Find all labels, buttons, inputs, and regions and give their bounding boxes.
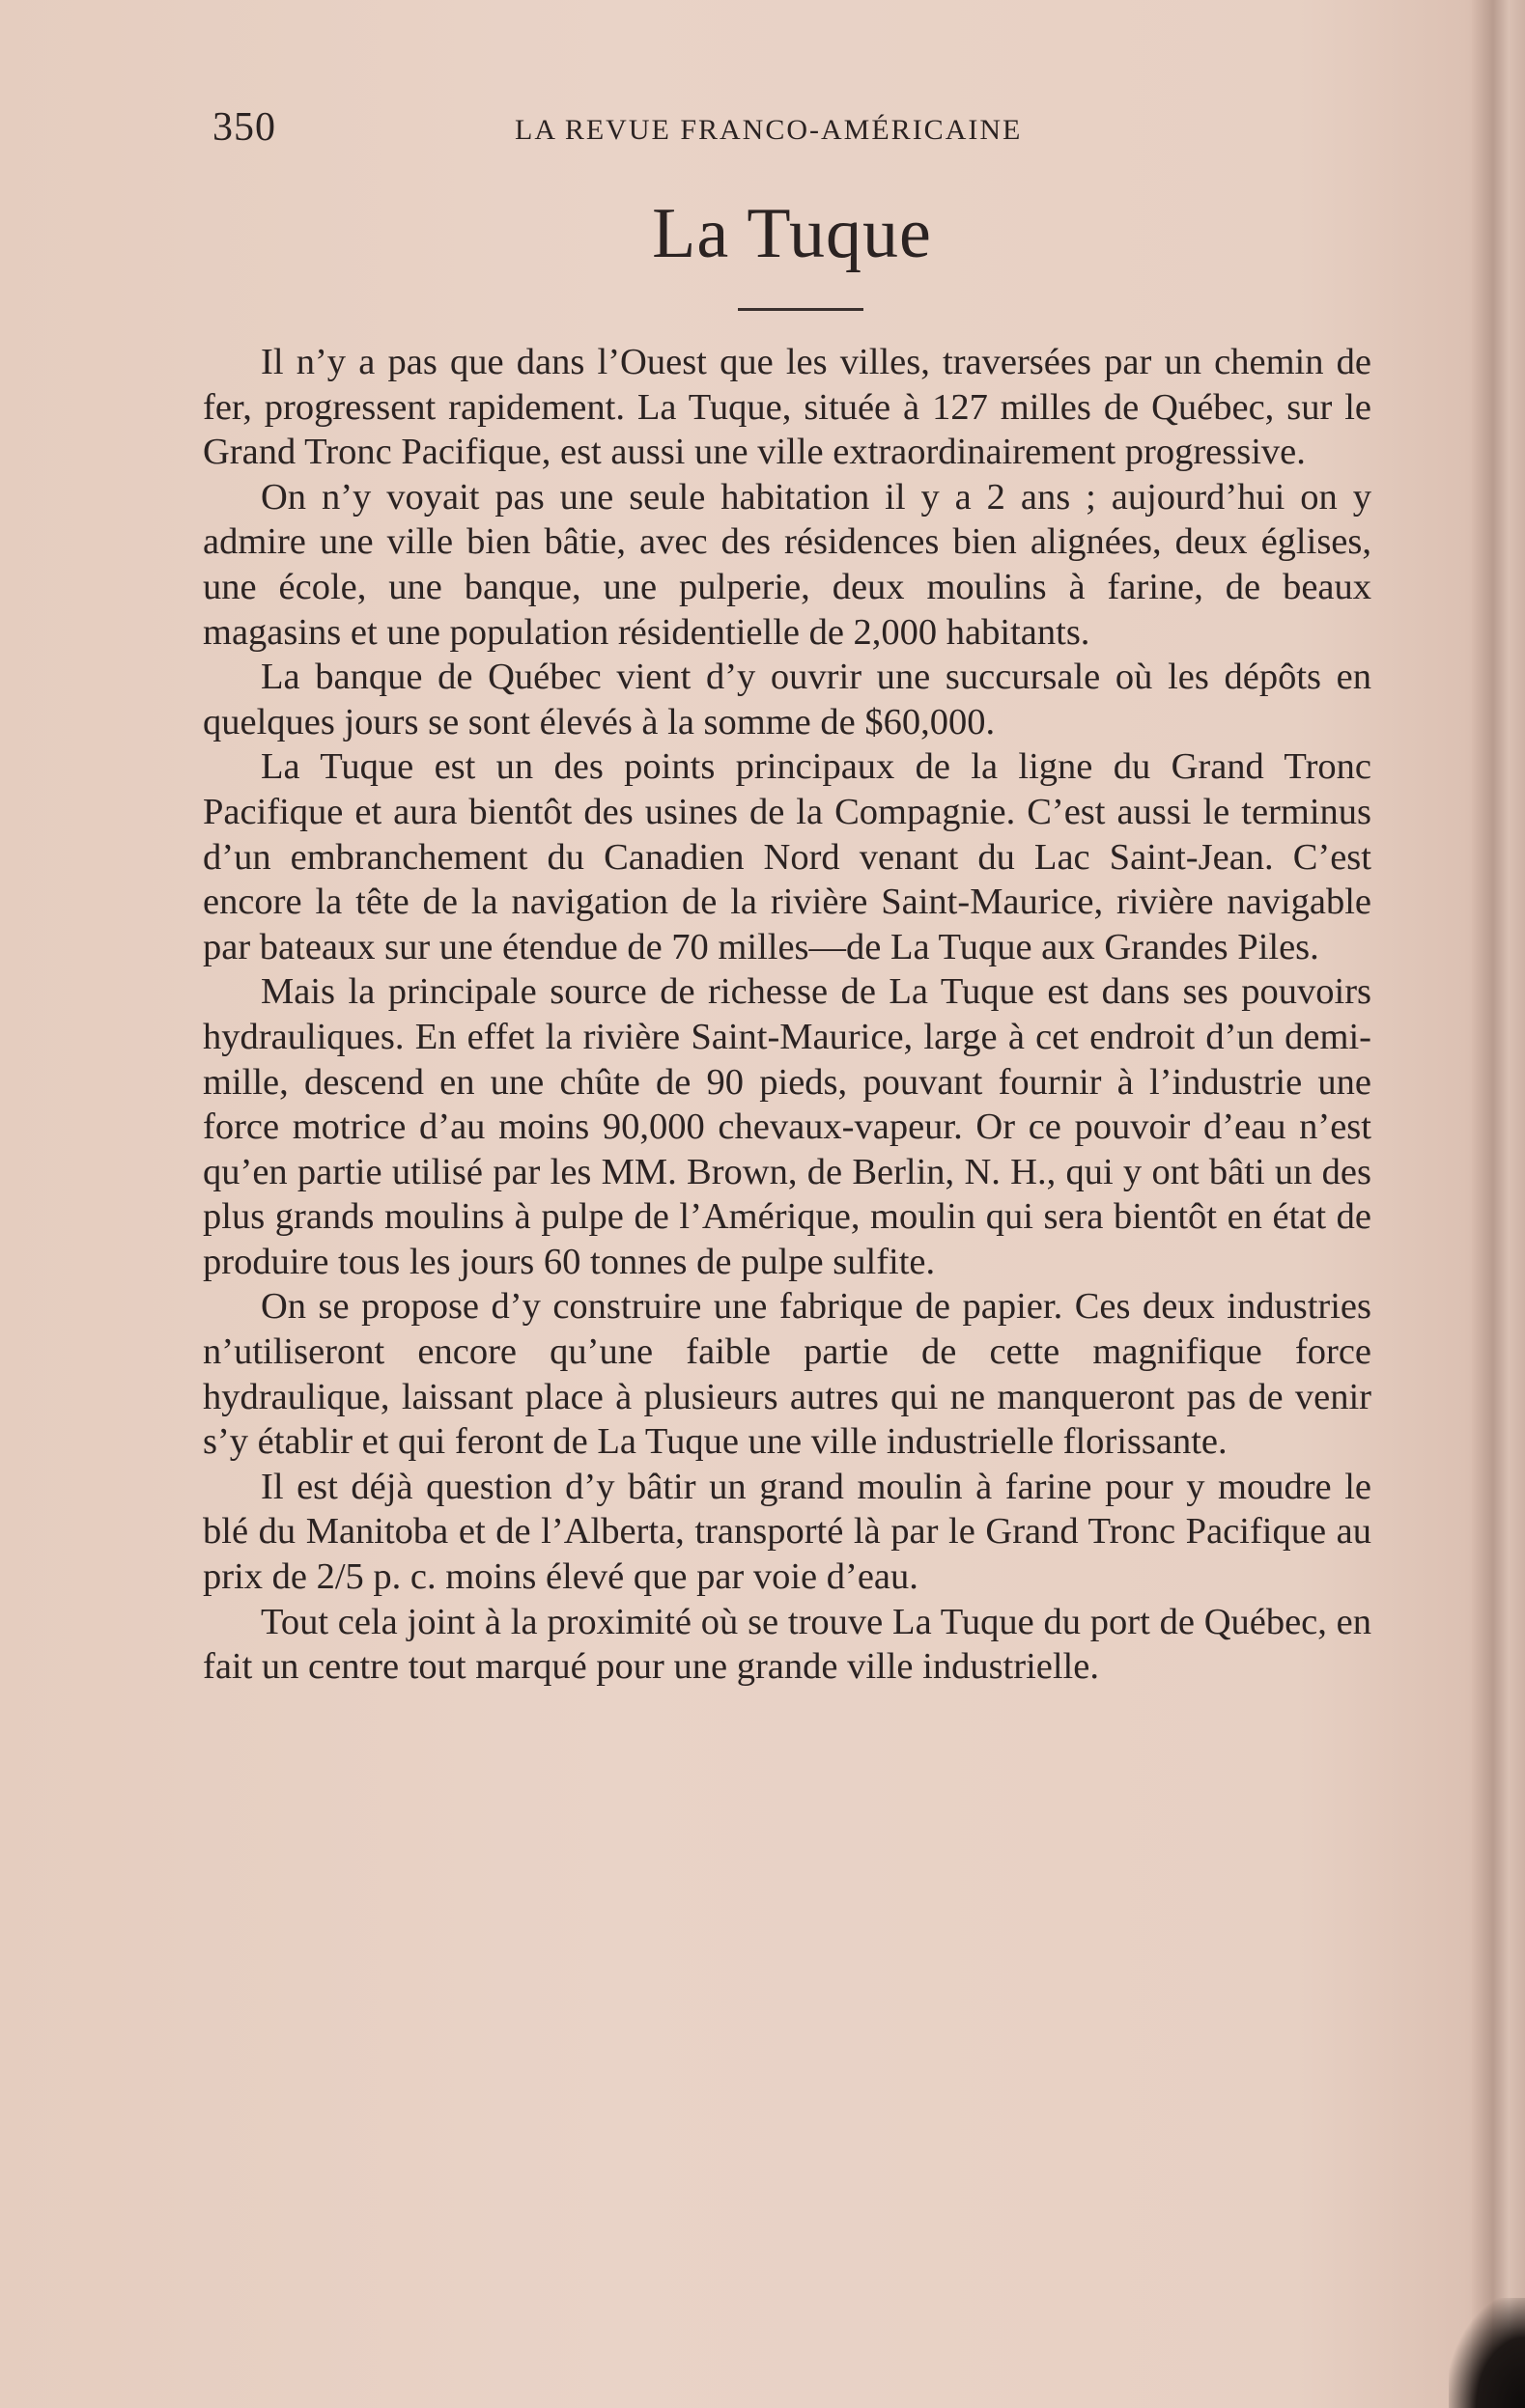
paragraph: La Tuque est un des points principaux de la ligne du Grand Tronc Pacifique et aura bientôt des usines de la Compagnie. C’est aussi le terminus d’un embranchement du Canadien Nord venant du Lac Saint-Jean. C’est encore la tête de la navigation de la rivière Saint-Maurice, rivière navigable par bateaux sur une étendue de 70 milles—de La Tuque aux Grandes Piles. [203, 746, 1371, 967]
paragraph: Il est déjà question d’y bâtir un grand moulin à farine pour y moudre le blé du Manitoba et de l’Alberta, transporté là par le Grand Tronc Pacifique au prix de 2/5 p. c. moins élevé que par voie d’eau. [203, 1466, 1371, 1598]
paragraph: Il n’y a pas que dans l’Ouest que les villes, traversées par un chemin de fer, progressent rapidement. La Tuque, située à 127 milles de Québec, sur le Grand Tronc Pacifique, est aussi une ville extraordinairement progressive. [203, 342, 1371, 473]
page-corner-shadow [1449, 2298, 1525, 2408]
article-title: La Tuque [652, 194, 932, 273]
article-body [203, 340, 1371, 1690]
page-number: 350 [212, 105, 276, 150]
paragraph: On se propose d’y construire une fabrique de papier. Ces deux industries n’utiliseront encore qu’une faible partie de cette magnifique force hydraulique, laissant place à plusieurs autres qui ne manqueront pas de venir s’y établir et qui feront de La Tuque une ville industrielle florissante. [203, 1286, 1371, 1463]
paragraph: Mais la principale source de richesse de La Tuque est dans ses pouvoirs hydrauliques. En effet la rivière Saint-Maurice, large à cet endroit d’un demi-mille, descend en une chûte de 90 pieds, pouvant fournir à l’industrie une force motrice d’au moins 90,000 chevaux-vapeur. Or ce pouvoir d’eau n’est qu’en partie utilisé par les MM. Brown, de Berlin, N. H., qui y ont bâti un des plus grands moulins à pulpe de l’Amérique, moulin qui sera bientôt en état de produire tous les jours 60 tonnes de pulpe sulfite. [203, 971, 1371, 1282]
paragraph: Tout cela joint à la proximité où se trouve La Tuque du port de Québec, en fait un centre tout marqué pour une grande ville industrielle. [203, 1601, 1371, 1688]
title-divider [738, 308, 863, 311]
running-head [212, 104, 1371, 153]
page-binding-edge [1472, 0, 1525, 2408]
paragraph: La banque de Québec vient d’y ouvrir une succursale où les dépôts en quelques jours se sont élevés à la somme de $60,000. [203, 657, 1371, 742]
journal-title: LA REVUE FRANCO-AMÉRICAINE [515, 114, 1023, 146]
paragraph: On n’y voyait pas une seule habitation il y a 2 ans ; aujourd’hui on y admire une ville bien bâtie, avec des résidences bien alignées, deux églises, une école, une banque, une pulperie, deux moulins à farine, de beaux magasins et une population résidentielle de 2,000 habitants. [203, 476, 1371, 653]
